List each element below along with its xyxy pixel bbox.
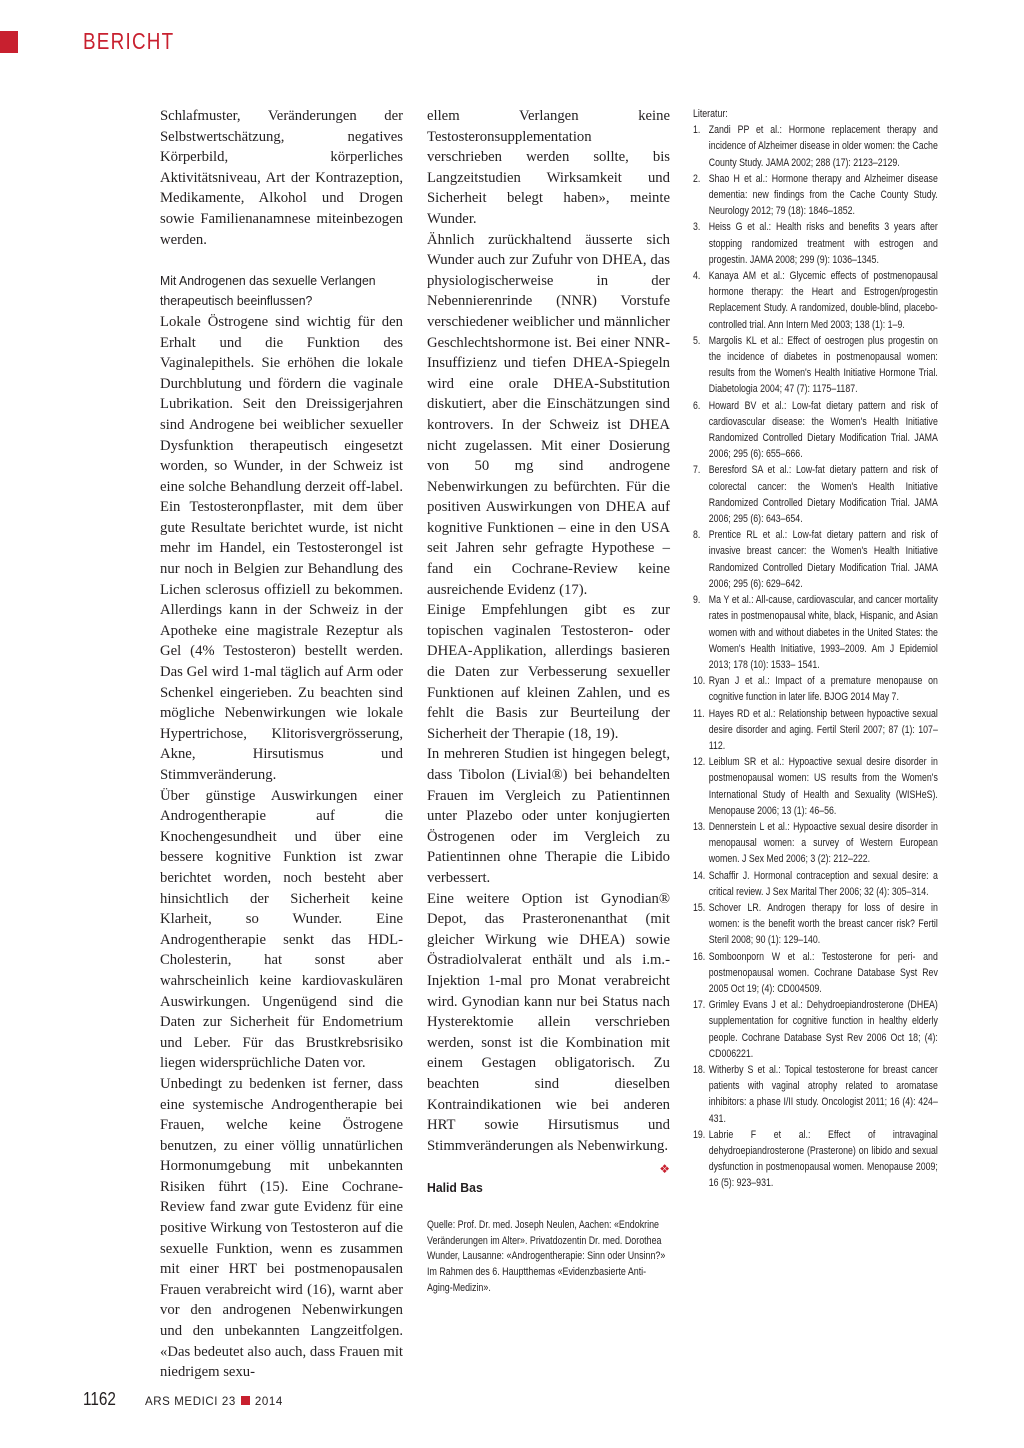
- reference-number: 16.: [693, 950, 706, 963]
- paragraph-final: [427, 889, 670, 1177]
- reference-number: 12.: [693, 756, 706, 769]
- journal-year: 2014: [254, 1396, 283, 1408]
- reference-item: [693, 819, 938, 868]
- paragraph: Lokale Östrogene sind wichtig für den Erhalt und die Funktion des Vaginalepithels. Sie erhöhen die lokale Durchblutung und fördern die vaginale Lubrikation. Seit den Dreissigerjahren sind Androgene bei weiblicher sexueller Dysfunktion therapeutisch eingesetzt worden, so Wunder, in der Schweiz ist eine solche Behandlung derzeit off-label. Ein Testosteronpflaster, mit dem über gute Resultate berichtet wurde, ist nicht mehr im Handel, ein Testosterongel ist nur noch in Belgien zur Behandlung des Lichen sclerosus offiziell zu bekommen. Allerdings kann in der Schweiz in der Apotheke eine magistrale Rezeptur als Gel (4% Testosteron) bestellt werden. Das Gel wird 1-mal täglich auf Arm oder Schenkel eingerieben. Zu beachten sind mögliche Nebenwirkungen wie lokale Hypertrichose, Klitorisvergrösserung, Akne, Hirsutismus und Stimmveränderung.: [160, 313, 403, 783]
- references-heading: Literatur:: [693, 108, 728, 120]
- reference-text: Hayes RD et al.: Relationship between hypoactive sexual desire disorder and aging. Fertil Steril 2007; 87 (1): 107–112.: [708, 707, 938, 752]
- paragraph: ellem Verlangen keine Testosteronsupplementation verschrieben werden sollte, bis Langzeitstudien Wirksamkeit und Sicherheit belegt haben», meinte Wunder.: [427, 108, 670, 227]
- section-color-tab: [0, 31, 18, 53]
- reference-number: 19.: [693, 1128, 706, 1141]
- reference-item: [693, 122, 938, 171]
- reference-text: Witherby S et al.: Topical testosterone for breast cancer patients with vaginal atrophy related to aromatase inhibitors: a phase I/II study. Oncologist 2011; 16 (4): 424–431.: [708, 1063, 938, 1125]
- author-name: Halid Bas: [427, 1180, 483, 1196]
- reference-number: 1.: [693, 124, 701, 137]
- reference-text: Somboonporn W et al.: Testosterone for peri- and postmenopausal women. Cochrane Database Syst Rev 2005 Oct 19; (4): CD004509.: [708, 950, 938, 995]
- reference-item: [693, 592, 938, 673]
- reference-number: 15.: [693, 901, 706, 914]
- reference-text: Shao H et al.: Hormone therapy and Alzheimer disease dementia: new findings from the Cache County Study. Neurology 2012; 79 (18): 1846–1852.: [708, 172, 938, 218]
- reference-number: 11.: [693, 707, 705, 720]
- journal-issue: ARS MEDICI 23: [145, 1396, 236, 1408]
- reference-text: Prentice RL et al.: Low-fat dietary pattern and risk of invasive breast cancer: the Women's Health Initiative Randomized Controlled Dietary Modification Trial. JAMA 2006; 295 (6): 629–642.: [708, 529, 938, 590]
- paragraph-text: Eine weitere Option ist Gynodian® Depot, das Prasteronenanthat (mit gleicher Wirkung wie DHEA) sowie Östradiolvalerat enthält und als i.m.-Injektion 1-mal pro Monat verabreicht wird. Gynodian kann nur bei Status nach Hysterektomie allein verschrieben werden, sonst ist die Kombination mit einem Gestagen obligatorisch. Zu beachten sind dieselben Kontraindikationen wie bei anderen HRT sowie Hirsutismus und Stimmveränderungen als Nebenwirkung.: [427, 890, 670, 1154]
- reference-item: [693, 268, 938, 333]
- reference-item: [693, 868, 938, 900]
- footer-square-icon: [241, 1396, 250, 1405]
- end-of-article-icon: ❖: [659, 1162, 670, 1177]
- reference-number: 3.: [693, 221, 701, 234]
- reference-item: [693, 1062, 938, 1127]
- reference-text: Dennerstein L et al.: Hypoactive sexual desire disorder in menopausal women: a survey of Western European women. J Sex Med 2006; 3 (2): 212–222.: [708, 820, 938, 866]
- reference-number: 2.: [693, 172, 701, 185]
- paragraph: Einige Empfehlungen gibt es zur topischen vaginalen Testosteron- oder DHEA-Applikation, allerdings basieren die Daten zur Verbesserung sexueller Funktionen auf kleinen Zahlen, und es fehlt die Basis zur Beurteilung der Sicherheit der Therapie (18, 19).: [427, 602, 670, 742]
- reference-item: [693, 900, 938, 949]
- page-number: 1162: [83, 1389, 116, 1409]
- reference-item: [693, 219, 938, 268]
- reference-item: [693, 949, 938, 998]
- section-label: BERICHT: [83, 28, 175, 54]
- reference-item: [693, 527, 938, 592]
- source-note: Quelle: Prof. Dr. med. Joseph Neulen, Aachen: «Endokrine Veränderungen im Alter». Privatdozentin Dr. med. Dorothea Wunder, Lausanne: «Androgentherapie: Sinn oder Unsinn?» Im Rahmen des 6. Hauptthemas «Evidenzbasierte Anti-Aging-Medizin».: [427, 1219, 666, 1294]
- paragraph: In mehreren Studien ist hingegen belegt, dass Tibolon (Livial®) bei behandelten Frauen im Vergleich zu Patientinnen unter Plazebo oder unter konjugierten Östrogenen oder im Vergleich zu Patientinnen ohne Therapie die Libido verbessert.: [427, 746, 670, 886]
- references-column: [693, 106, 938, 1192]
- reference-text: Heiss G et al.: Health risks and benefits 3 years after stopping randomized treatment with estrogen and progestin. JAMA 2008; 299 (9): 1036–1345.: [708, 221, 938, 266]
- reference-item: [693, 706, 938, 755]
- reference-text: Leiblum SR et al.: Hypoactive sexual desire disorder in postmenopausal women: US results from the Women's International Study of Health and Sexuality (WISHeS). Menopause 2006; 13 (1): 46–56.: [708, 756, 938, 817]
- reference-text: Schaffir J. Hormonal contraception and sexual desire: a critical review. J Sex Marital Ther 2006; 32 (4): 305–314.: [708, 869, 938, 898]
- reference-text: Howard BV et al.: Low-fat dietary pattern and risk of cardiovascular disease: the Women's Health Initiative Randomized Controlled Dietary Modification Trial. JAMA 2006; 295 (6): 655–666.: [708, 399, 938, 461]
- paragraph: Unbedingt zu bedenken ist ferner, dass eine systemische Androgentherapie bei Frauen, welche keine Östrogene benutzen, zu einer völlig unnatürlichen Hormonumgebung mit unbekannten Risiken führt (15). Eine Cochrane-Review fand zwar gute Evidenz für eine positive Wirkung von Testosteron auf die sexuelle Funktion, wenn es zusammen mit einer HRT bei postmenopausalen Frauen verabreicht wird (16), warnt aber vor den androgenen Nebenwirkungen und den unbekannten Langzeitfolgen. «Das bedeutet also auch, dass Frauen mit niedrigem sexu-: [160, 1075, 403, 1381]
- page-footer: [83, 1389, 283, 1410]
- column-2: [427, 106, 670, 1296]
- reference-text: Labrie F et al.: Effect of intravaginal dehydroepiandrosterone (Prasterone) on libido and sexual dysfunction in postmenopausal women. Menopause 2009; 16 (5): 923–931.: [708, 1128, 938, 1190]
- reference-item: [693, 333, 938, 398]
- reference-text: Beresford SA et al.: Low-fat dietary pattern and risk of colorectal cancer: the Women's Health Initiative Randomized Controlled Dietary Modification Trial. JAMA 2006; 295 (6): 643–654.: [708, 464, 938, 526]
- reference-item: [693, 462, 938, 527]
- reference-text: Ryan J et al.: Impact of a premature menopause on cognitive function in later life. BJOG 2014 May 7.: [708, 675, 938, 704]
- references-list: [693, 122, 938, 1191]
- reference-item: [693, 673, 938, 705]
- column-1: [160, 106, 403, 1383]
- reference-text: Ma Y et al.: All-cause, cardiovascular, and cancer mortality rates in postmenopausal white, black, Hispanic, and Asian women with and without diabetes in the United States: the Women's Health Initiative, 1993–2009. Am J Epidemiol 2013; 178 (10): 1533– 1541.: [708, 594, 938, 671]
- reference-item: [693, 1127, 938, 1192]
- reference-item: [693, 171, 938, 220]
- reference-item: [693, 754, 938, 819]
- paragraph: Über günstige Auswirkungen einer Androgentherapie auf die Knochengesundheit und über eine bessere kognitive Funktion ist zwar berichtet worden, noch besteht aber hinsichtlich der Sicherheit keine Klarheit, so Wunder. Eine Androgentherapie senkt das HDL-Cholesterin, hat sonst aber wahrscheinlich keine kardiovaskulären Auswirkungen. Ungenügend sind die Daten zur Sicherheit für Endometrium und Leber. Für das Brustkrebsrisiko liegen widersprüchliche Daten vor.: [160, 787, 403, 1072]
- reference-text: Kanaya AM et al.: Glycemic effects of postmenopausal hormone therapy: the Heart and Estrogen/progestin Replacement Study. A randomized, double-blind, placebo-controlled trial. Ann Intern Med 2003; 138 (1): 1–9.: [708, 270, 938, 331]
- reference-text: Zandi PP et al.: Hormone replacement therapy and incidence of Alzheimer disease in older women: the Cache County Study. JAMA 2002; 288 (17): 2123–2129.: [708, 124, 938, 169]
- reference-item: [693, 997, 938, 1062]
- reference-number: 7.: [693, 464, 701, 477]
- reference-number: 10.: [693, 675, 706, 688]
- reference-number: 14.: [693, 869, 706, 882]
- subheading: Mit Androgenen das sexuelle Verlangen therapeutisch beeinflussen?: [160, 272, 376, 309]
- paragraph: Ähnlich zurückhaltend äusserte sich Wunder auch zur Zufuhr von DHEA, das physiologischerweise in der Nebennierenrinde (NNR) Vorstufe verschiedener weiblicher und männlicher Geschlechtshormone ist. Bei einer NNR-Insuffizienz und tiefen DHEA-Spiegeln wird eine orale DHEA-Substitution diskutiert, aber die Einschätzungen sind kontrovers. In der Schweiz ist DHEA nicht zugelassen. Mit einer Dosierung von 50 mg sind androgene Nebenwirkungen zu befürchten. Für die positiven Auswirkungen von DHEA auf kognitive Funktionen – eine in den USA seit Jahren sehr gefragte Hypothese – fand ein Cochrane-Review keine ausreichende Evidenz (17).: [427, 231, 670, 598]
- reference-number: 4.: [693, 270, 701, 283]
- reference-item: [693, 398, 938, 463]
- reference-number: 18.: [693, 1063, 706, 1076]
- reference-number: 13.: [693, 820, 706, 833]
- paragraph: Schlafmuster, Veränderungen der Selbstwertschätzung, negatives Körperbild, körperliches Aktivitätsniveau, Art der Kontrazeption, Medikamente, Alkohol und Drogen sowie Familienanamnese miteinbezogen werden.: [160, 108, 403, 248]
- reference-number: 6.: [693, 399, 701, 412]
- reference-text: Schover LR. Androgen therapy for loss of desire in women: is the benefit worth the breast cancer risk? Fertil Steril 2008; 90 (1): 129–140.: [708, 901, 938, 947]
- reference-text: Margolis KL et al.: Effect of oestrogen plus progestin on the incidence of diabetes in postmenopausal women: results from the Women's Health Initiative Hormone Trial. Diabetologia 2004; 47 (7): 1175–1187.: [708, 334, 938, 396]
- reference-text: Grimley Evans J et al.: Dehydroepiandrosterone (DHEA) supplementation for cognitive function in healthy elderly people. Cochrane Database Syst Rev 2006 Oct 18; (4): CD006221.: [708, 999, 938, 1060]
- reference-number: 8.: [693, 529, 701, 542]
- reference-number: 17.: [693, 999, 706, 1012]
- reference-number: 5.: [693, 334, 701, 347]
- reference-number: 9.: [693, 594, 701, 607]
